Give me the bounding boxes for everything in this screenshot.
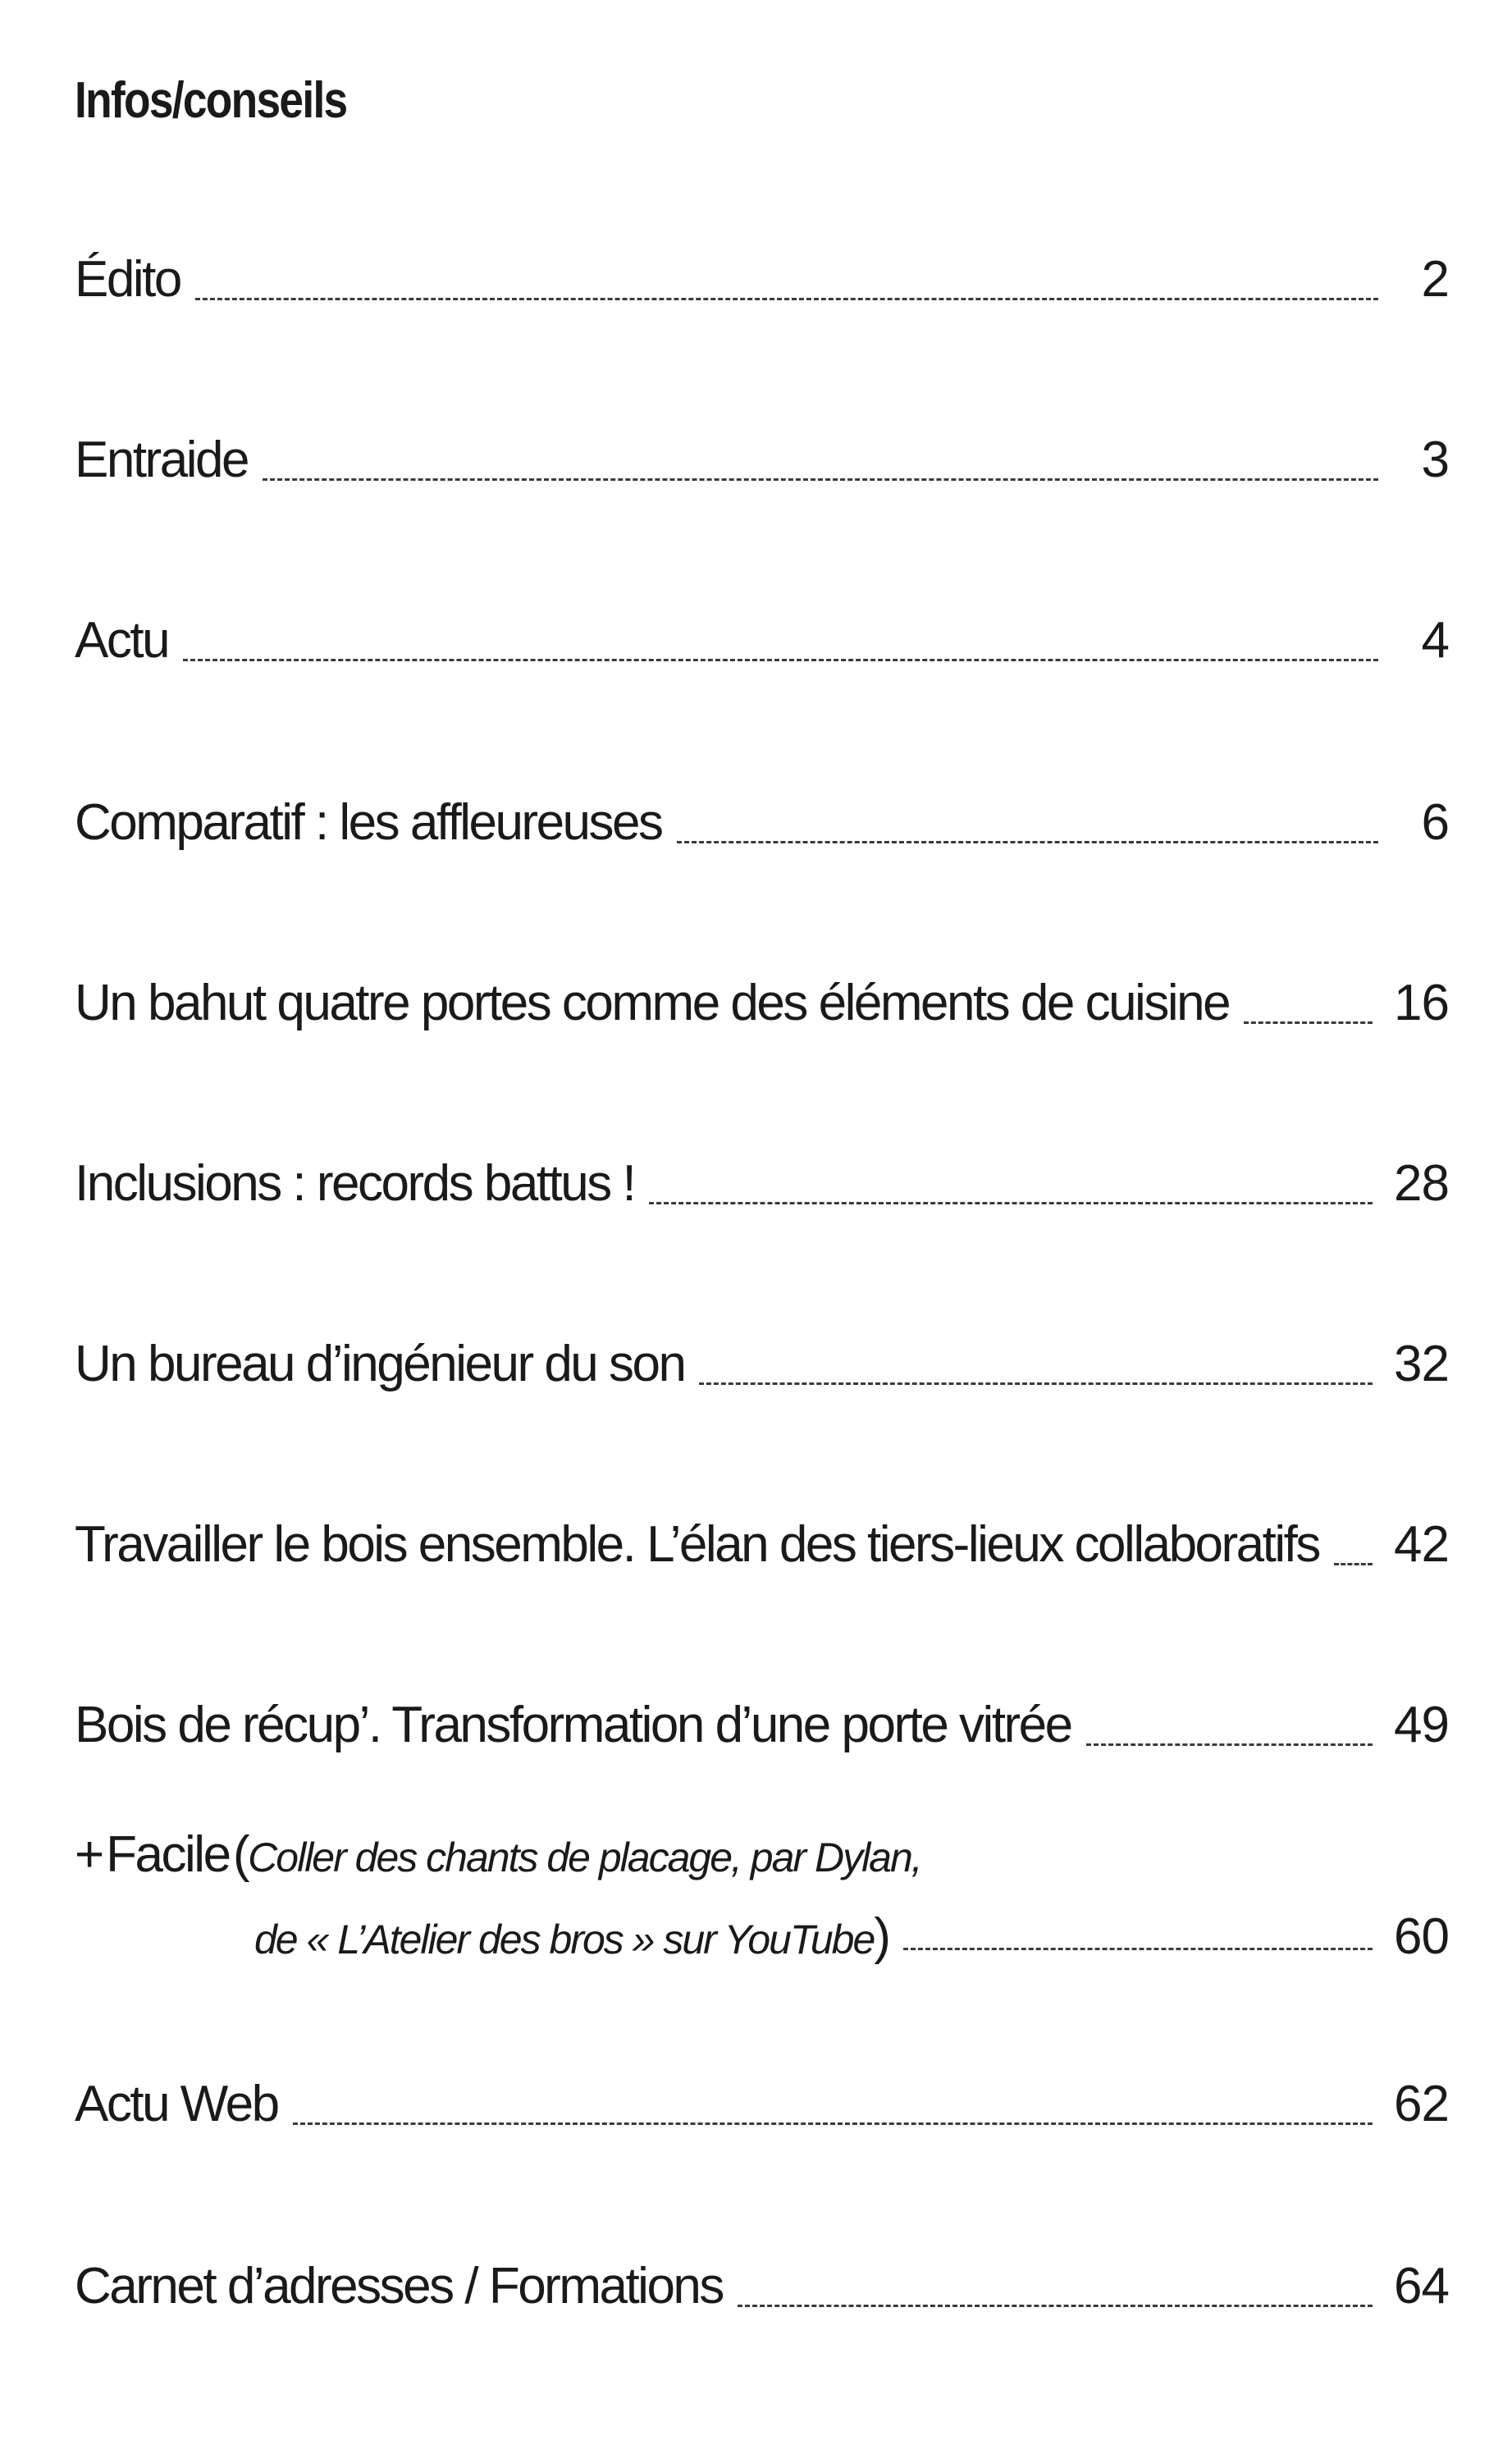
dotted-leader [903, 1948, 1373, 1950]
toc-entry-inclusions[interactable] [75, 1155, 1449, 1224]
toc-entry-title: Travailler le bois ensemble. L’élan des tiers-lieux collaboratifs [75, 1516, 1319, 1573]
dotted-leader [195, 298, 1378, 300]
dotted-leader [699, 1382, 1373, 1385]
toc-entry-page: 62 [1394, 2076, 1449, 2132]
dotted-leader [183, 659, 1378, 661]
toc-entry-title: Entraide [75, 432, 248, 488]
toc-entry-page: 6 [1421, 794, 1449, 851]
toc-entry-title: Un bahut quatre portes comme des éléments de cuisine [75, 975, 1230, 1031]
toc-entry-page: 42 [1394, 1516, 1449, 1573]
toc-entry-bois-recup[interactable] [75, 1697, 1449, 1766]
plus-sign: + [75, 1826, 103, 1883]
toc-entry-carnet-adresses[interactable] [75, 2258, 1449, 2327]
toc-entry-facile[interactable] [75, 1826, 921, 1883]
dotted-leader [1244, 1021, 1373, 1024]
dotted-leader [1086, 1743, 1373, 1746]
toc-entry-title: Carnet d’adresses / Formations [75, 2258, 723, 2314]
toc-entry-title: Un bureau d’ingénieur du son [75, 1336, 685, 1392]
toc-entry-actu[interactable] [75, 612, 1449, 681]
toc-entry-bureau[interactable] [75, 1336, 1449, 1405]
toc-entry-page: 4 [1421, 612, 1449, 669]
dotted-leader [738, 2305, 1373, 2307]
dotted-leader [1334, 1563, 1373, 1565]
dotted-leader [293, 2122, 1373, 2125]
toc-entry-page: 2 [1421, 251, 1449, 308]
toc-entry-page: 64 [1394, 2258, 1449, 2314]
toc-entry-page: 16 [1394, 975, 1449, 1031]
dotted-leader [677, 841, 1378, 843]
toc-entry-page: 28 [1394, 1155, 1449, 1212]
toc-entry-title: Bois de récup’. Transformation d’une porte vitrée [75, 1697, 1071, 1753]
toc-entry-title: Comparatif : les affleureuses [75, 794, 662, 851]
toc-entry-tiers-lieux[interactable] [75, 1516, 1449, 1585]
toc-entry-page: 3 [1421, 432, 1449, 488]
toc-entry-edito[interactable] [75, 251, 1449, 320]
toc-entry-title: Actu [75, 612, 169, 669]
toc-entry-title: Actu Web [75, 2076, 278, 2132]
section-heading: Infos/conseils [75, 72, 347, 129]
toc-entry-page: 32 [1394, 1336, 1449, 1392]
facile-description-line1: Coller des chants de placage, par Dylan, [248, 1835, 921, 1880]
facile-line2-text [254, 1908, 889, 1965]
toc-entry-title: Édito [75, 251, 180, 308]
toc-entry-bahut[interactable] [75, 975, 1449, 1044]
toc-entry-page: 49 [1394, 1697, 1449, 1753]
toc-entry-comparatif[interactable] [75, 794, 1449, 863]
facile-label: Facile [106, 1826, 230, 1883]
toc-entry-actu-web[interactable] [75, 2076, 1449, 2145]
dotted-leader [649, 1202, 1373, 1204]
toc-entry-facile-line2[interactable] [254, 1908, 1449, 1965]
close-paren: ) [874, 1908, 889, 1965]
toc-entry-page: 60 [1394, 1908, 1449, 1965]
toc-entry-title: Inclusions : records battus ! [75, 1155, 635, 1212]
dotted-leader [263, 478, 1378, 481]
toc-entry-entraide[interactable] [75, 432, 1449, 500]
facile-description-line2: de « L’Atelier des bros » sur YouTube [254, 1917, 875, 1963]
open-paren: ( [233, 1826, 249, 1883]
